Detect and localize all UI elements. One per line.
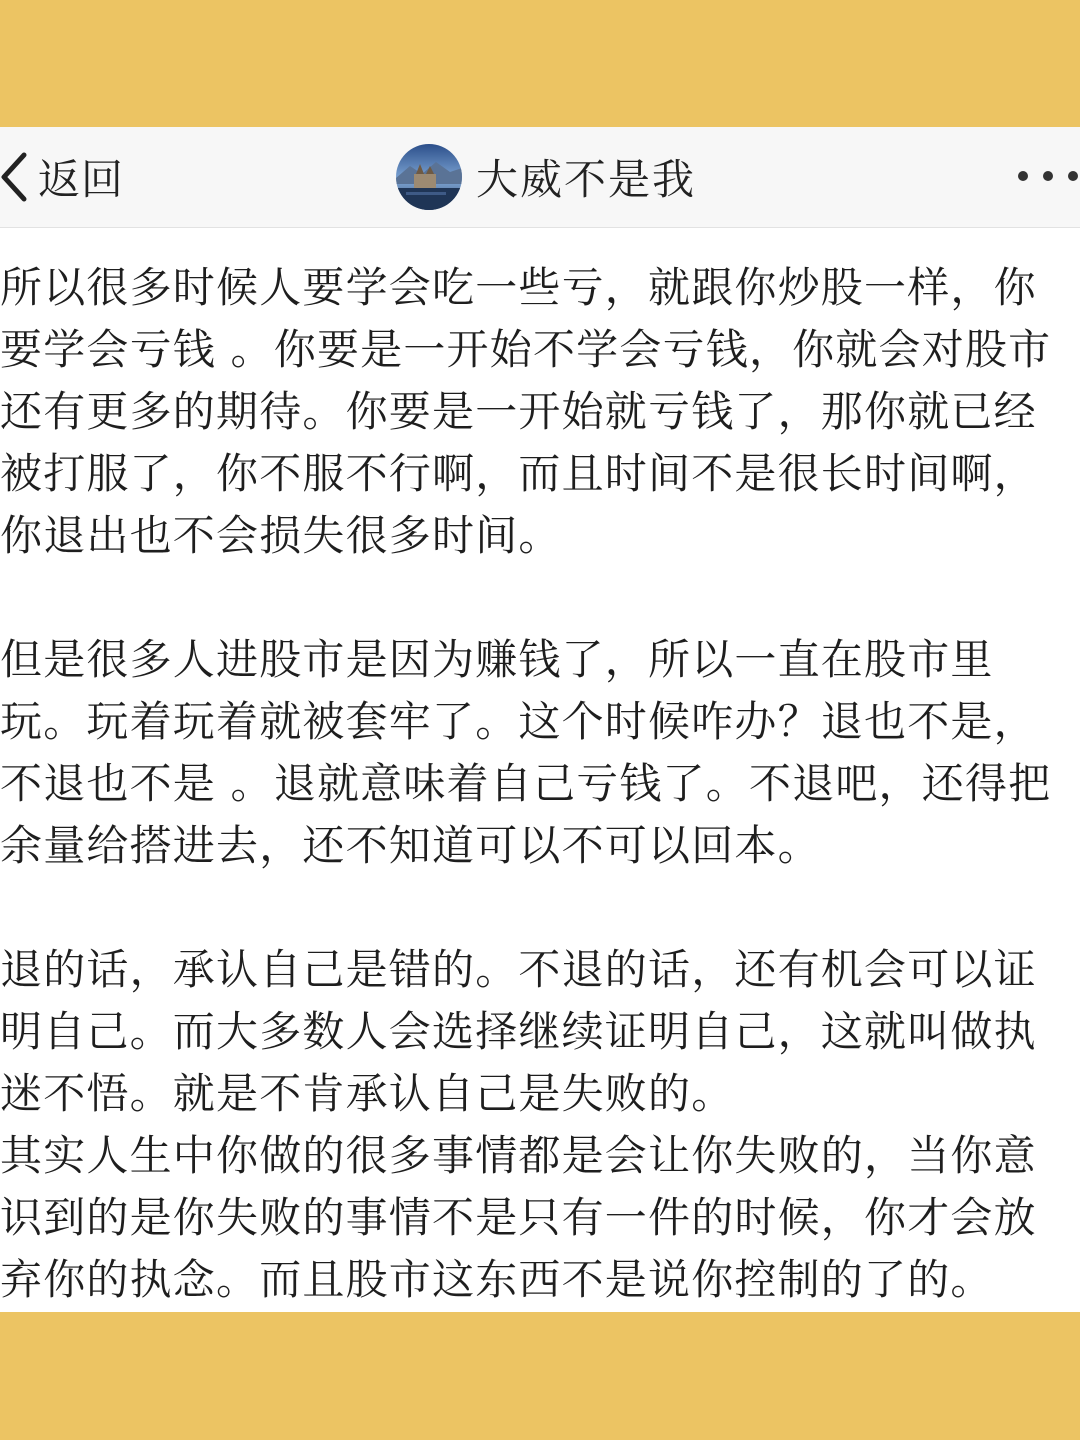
- back-button[interactable]: [0, 141, 124, 213]
- chevron-left-icon: [0, 151, 34, 203]
- article-paragraph: 但是很多人进股市是因为赚钱了，所以一直在股市里 玩。玩着玩着就被套牢了。这个时候咋办？退也不是， 不退也不是 。退就意味着自己亏钱了。不退吧，还得把 余量给搭进去，还不知道可以不可以回本。: [0, 635, 1052, 870]
- article-body: [0, 257, 1080, 1311]
- back-label: 返回: [38, 155, 125, 204]
- article-paragraph: 退的话，承认自己是错的。不退的话，还有机会可以证 明自己。而大多数人会选择继续证明自己，这就叫做执 迷不悟。就是不肯承认自己是失败的。: [0, 945, 1037, 1118]
- bottom-border-band: [0, 1312, 1080, 1440]
- article-paragraph: 所以很多时候人要学会吃一些亏，就跟你炒股一样，你 要学会亏钱 。你要是一开始不学会亏钱，你就会对股市 还有更多的期待。你要是一开始就亏钱了，那你就已经 被打服了，你不服不行啊，而且时间不是很长时间啊， 你退出也不会损失很多时间。: [0, 263, 1052, 560]
- account-name: 大威不是我: [476, 155, 697, 204]
- phone-screen: [0, 127, 1080, 1312]
- more-button[interactable]: [1010, 141, 1080, 213]
- top-border-band: [0, 0, 1080, 127]
- article-paragraph: 其实人生中你做的很多事情都是会让你失败的，当你意 识到的是你失败的事情不是只有一件的时候，你才会放 弃你的执念。而且股市这东西不是说你控制的了的。: [0, 1131, 1037, 1304]
- avatar[interactable]: [396, 144, 462, 210]
- more-dots-icon: [1016, 168, 1080, 187]
- account-title[interactable]: [396, 133, 696, 221]
- navigation-bar: [0, 127, 1080, 228]
